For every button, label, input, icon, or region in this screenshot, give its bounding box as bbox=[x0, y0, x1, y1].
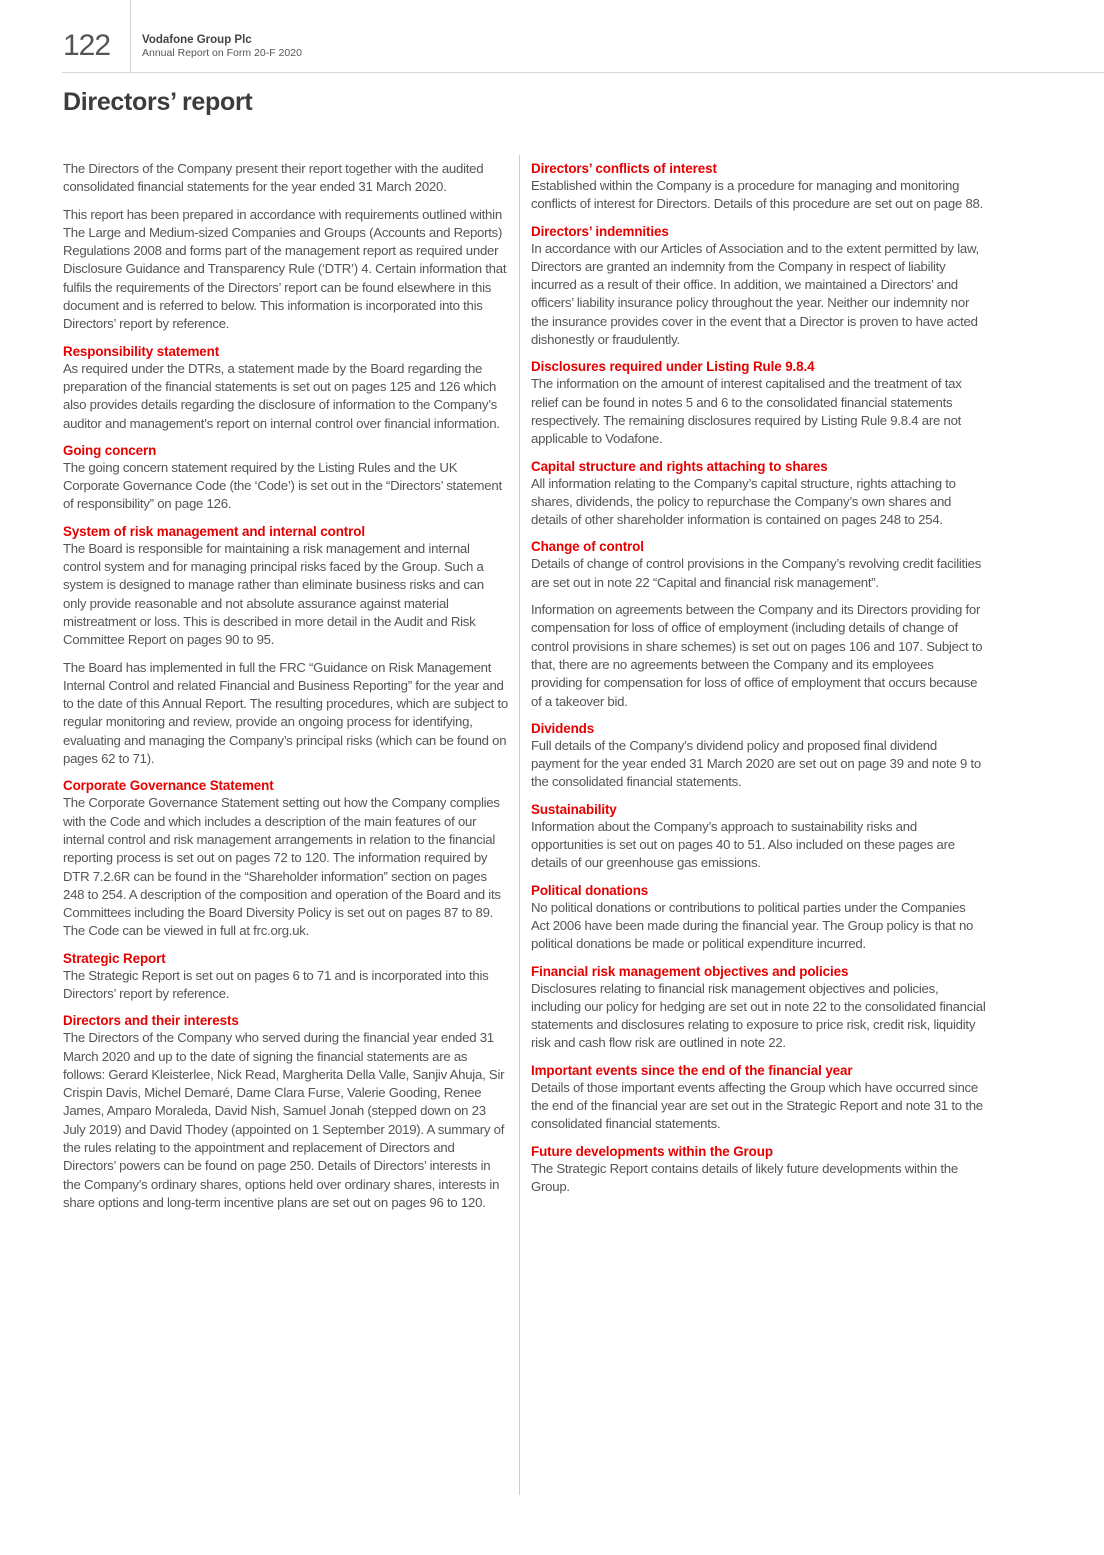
section-listing-rule-disclosures bbox=[531, 358, 986, 448]
section-sustainability bbox=[531, 801, 986, 873]
section-financial-risk-management bbox=[531, 963, 986, 1053]
section-heading: System of risk management and internal control bbox=[63, 523, 365, 539]
section-paragraph: Details of those important events affecting the Group which have occurred since the end of the financial year are set out in the Strategic Report and note 31 to the consolidated financial statements. bbox=[531, 1079, 983, 1132]
section-paragraph: The information on the amount of interest capitalised and the treatment of tax relief can be found in notes 5 and 6 to the consolidated financial statements respectively. The remaining disclosures required by Listing Rule 9.8.4 are not applicable to Vodafone. bbox=[531, 376, 962, 447]
section-paragraph: Information about the Company’s approach to sustainability risks and opportunities is set out on pages 40 to 51. Also included on these pages are details of our greenhouse gas emissions. bbox=[531, 818, 955, 871]
section-heading: Responsibility statement bbox=[63, 343, 220, 359]
section-heading: Sustainability bbox=[531, 801, 617, 817]
section-heading: Directors and their interests bbox=[63, 1013, 239, 1029]
section-paragraph: The Corporate Governance Statement setting out how the Company complies with the Code and which includes a description of the main features of our internal control and risk management arrangements in relation to the financial reporting process is set out on pages 72 to 120. The information required by DTR 7.2.6R can be found in the “Shareholder information” section on pages 248 to 254. A description of the composition and operation of the Board and its Committees including the Board Diversity Policy is set out on pages 87 to 89. The Code can be viewed in full at frc.org.uk. bbox=[63, 795, 501, 939]
section-heading: Dividends bbox=[531, 720, 595, 736]
section-paragraph: As required under the DTRs, a statement made by the Board regarding the preparation of the financial statements is set out on pages 125 and 126 which also provides details regarding the disclosure of information to the Company’s auditor and management’s report on internal control over financial information. bbox=[63, 360, 500, 431]
section-paragraph: No political donations or contributions to political parties under the Companies Act 2006 have been made during the financial year. The Group policy is that no political donations be made or political expenditure incurred. bbox=[531, 899, 974, 952]
section-risk-management bbox=[63, 523, 508, 769]
section-paragraph: Information on agreements between the Company and its Directors providing for compensation for loss of office of employment (including details of change of control provisions in share schemes) is set out on pages 106 and 107. Subject to that, there are no agreements between the Company and its employees providing for compensation for loss of office of employment that occurs because of a takeover bid. bbox=[531, 602, 983, 709]
section-strategic-report bbox=[63, 950, 508, 1004]
section-responsibility-statement bbox=[63, 343, 508, 433]
section-paragraph: Established within the Company is a procedure for managing and monitoring conflicts of interest for Directors. Details of this procedure are set out on page 88. bbox=[531, 178, 984, 212]
section-dividends bbox=[531, 720, 986, 792]
section-paragraph: All information relating to the Company’s capital structure, rights attaching to shares, dividends, the policy to repurchase the Company’s own shares and details of other shareholder information is contained on pages 248 to 254. bbox=[531, 475, 956, 528]
section-future-developments bbox=[531, 1143, 986, 1197]
section-paragraph: Disclosures relating to financial risk management objectives and policies, including our policy for hedging are set out in note 22 to the consolidated financial statements and disclosures relating to exposure to price risk, credit risk, liquidity risk and cash flow risk are outlined in note 22. bbox=[531, 980, 986, 1051]
section-corporate-governance bbox=[63, 777, 508, 940]
section-directors-interests bbox=[63, 1012, 508, 1212]
section-paragraph: Details of change of control provisions in the Company’s revolving credit facilities are set out in note 22 “Capital and financial risk management”. bbox=[531, 556, 982, 590]
section-heading: Going concern bbox=[63, 442, 157, 458]
section-paragraph: The Strategic Report is set out on pages 6 to 71 and is incorporated into this Directors’ report by reference. bbox=[63, 967, 489, 1001]
section-heading: Directors’ conflicts of interest bbox=[531, 161, 717, 176]
section-political-donations bbox=[531, 882, 986, 954]
section-heading: Capital structure and rights attaching to shares bbox=[531, 458, 828, 474]
header-vertical-divider bbox=[130, 0, 131, 72]
section-heading: Change of control bbox=[531, 539, 644, 555]
right-column bbox=[531, 160, 986, 1205]
left-column bbox=[63, 160, 508, 1221]
page-number: 122 bbox=[63, 29, 111, 62]
section-indemnities bbox=[531, 223, 986, 350]
section-heading: Strategic Report bbox=[63, 950, 166, 966]
section-heading: Political donations bbox=[531, 882, 649, 898]
section-heading: Directors’ indemnities bbox=[531, 223, 669, 239]
section-paragraph: Full details of the Company’s dividend policy and proposed final dividend payment for the year ended 31 March 2020 are set out on page 39 and note 9 to the consolidated financial statements. bbox=[531, 737, 981, 790]
section-paragraph: The Strategic Report contains details of likely future developments within the Group. bbox=[531, 1160, 958, 1194]
section-important-events bbox=[531, 1062, 986, 1134]
section-heading: Corporate Governance Statement bbox=[63, 778, 274, 794]
section-going-concern bbox=[63, 442, 508, 514]
section-conflicts-of-interest bbox=[531, 160, 986, 214]
intro-paragraph: The Directors of the Company present their report together with the audited consolidated financial statements for the year ended 31 March 2020. bbox=[63, 161, 484, 195]
page-title: Directors’ report bbox=[63, 88, 253, 116]
column-divider bbox=[519, 155, 520, 1495]
section-heading: Financial risk management objectives and policies bbox=[531, 963, 849, 979]
section-heading: Disclosures required under Listing Rule 9.8.4 bbox=[531, 359, 815, 375]
company-name: Vodafone Group Plc bbox=[142, 34, 252, 46]
section-change-of-control bbox=[531, 538, 986, 710]
section-paragraph: The going concern statement required by the Listing Rules and the UK Corporate Governance Code (the ‘Code’) is set out in the “Directors’ statement of responsibility” on page 126. bbox=[63, 459, 502, 512]
section-paragraph: The Board is responsible for maintaining a risk management and internal control system and for managing principal risks faced by the Group. Such a system is designed to manage rather than eliminate business risks and can only provide reasonable and not absolute assurance against material mistreatment or loss. This is described in more detail in the Audit and Risk Committee Report on pages 90 to 95. bbox=[63, 540, 484, 648]
section-paragraph: In accordance with our Articles of Association and to the extent permitted by law, Directors are granted an indemnity from the Company in respect of liability incurred as a result of their office. In addition, we maintained a Directors’ and officers’ liability insurance policy throughout the year. Neither our indemnity nor the insurance provides cover in the event that a Director is proven to have acted dishonestly or fraudulently. bbox=[531, 240, 979, 348]
section-paragraph: The Directors of the Company who served during the financial year ended 31 March 2020 and up to the date of signing the financial statements are as follows: Gerard Kleisterlee, Nick Read, Margherita Della Valle, Sanjiv Ahuja, Sir Crispin Davis, Michel Demaré, Dame Clara Furse, Valerie Gooding, Renee James, Amparo Moraleda, David Nish, Samuel Jonah (stepped down on 23 July 2019) and David Thodey (appointed on 1 September 2019). A summary of the rules relating to the appointment and replacement of Directors and Directors’ powers can be found on page 250. Details of Directors’ interests in the Company’s ordinary shares, options held over ordinary shares, interests in share options and long-term incentive plans are set out on pages 96 to 120. bbox=[63, 1030, 505, 1210]
section-capital-structure bbox=[531, 458, 986, 530]
section-heading: Important events since the end of the financial year bbox=[531, 1062, 853, 1078]
section-paragraph: The Board has implemented in full the FRC “Guidance on Risk Management Internal Control and related Financial and Business Reporting” for the year and to the date of this Annual Report. The resulting procedures, which are subject to regular monitoring and review, provide an ongoing process for identifying, evaluating and managing the Company’s principal risks (which can be found on pages 62 to 71). bbox=[63, 659, 509, 767]
report-subtitle: Annual Report on Form 20-F 2020 bbox=[142, 47, 302, 59]
section-heading: Future developments within the Group bbox=[531, 1143, 773, 1159]
header-rule bbox=[62, 72, 1104, 73]
intro-paragraph: This report has been prepared in accordance with requirements outlined within The Large and Medium-sized Companies and Groups (Accounts and Reports) Regulations 2008 and forms part of the management report as required under Disclosure Guidance and Transparency Rule (‘DTR’) 4. Certain information that fulfils the requirements of the Directors’ report can be found elsewhere in this document and is referred to below. This information is incorporated into this Directors’ report by reference. bbox=[63, 206, 507, 332]
